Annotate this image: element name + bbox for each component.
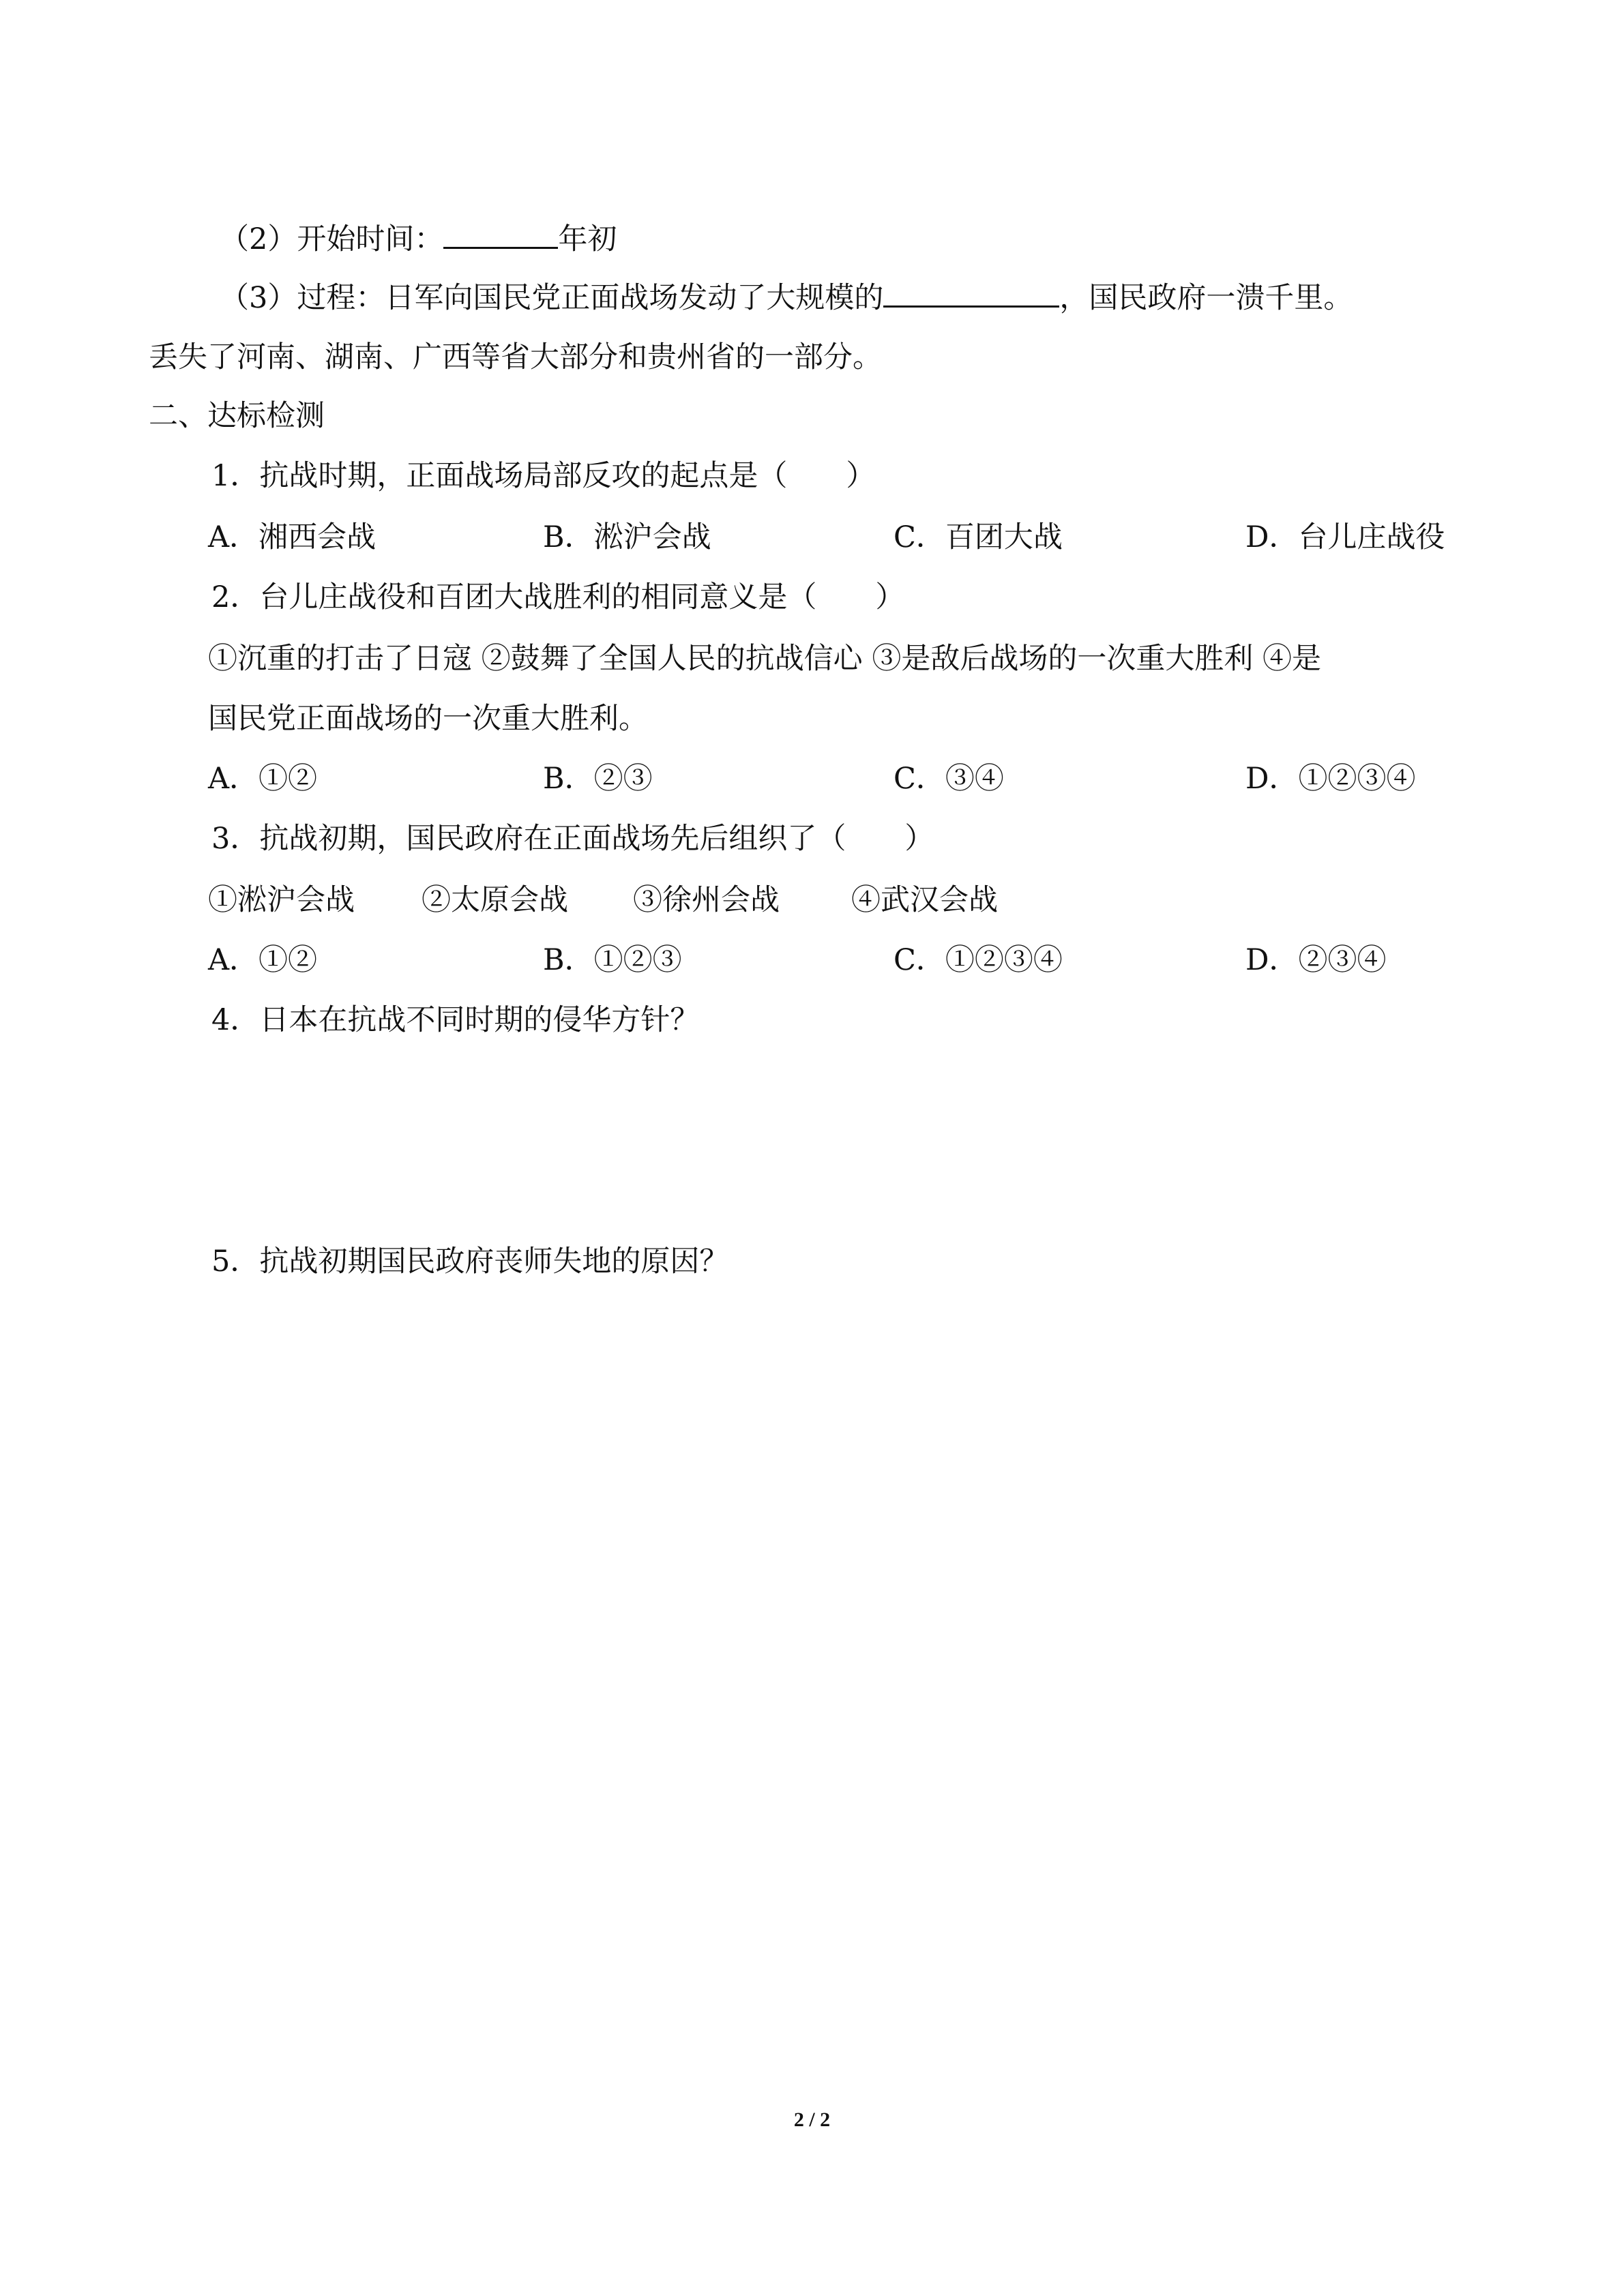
question-1-option-c[interactable]: C．百团大战 [894, 520, 1063, 554]
question-2-statements-line-2: 国民党正面战场的一次重大胜利。 [208, 702, 648, 736]
item-3-continuation: 丢失了河南、湖南、广西等省大部分和贵州省的一部分。 [149, 340, 882, 374]
question-1-option-b[interactable]: B．淞沪会战 [543, 520, 711, 554]
question-3-option-d[interactable]: D．②③④ [1245, 943, 1387, 977]
item-2-prefix: （2）开始时间： [220, 222, 444, 256]
question-3-statement-4: ④武汉会战 [851, 883, 998, 917]
question-5-stem: 5．抗战初期国民政府丧师失地的原因？ [211, 1244, 729, 1279]
question-2-option-d[interactable]: D．①②③④ [1245, 762, 1416, 796]
question-2-option-a[interactable]: A．①② [208, 762, 318, 796]
item-3-prefix: （3）过程：日军向国民党正面战场发动了大规模的 [220, 281, 884, 315]
question-1-option-a[interactable]: A．湘西会战 [208, 520, 377, 554]
question-3-option-b[interactable]: B．①②③ [543, 943, 682, 977]
section-heading: 二、达标检测 [149, 399, 325, 433]
question-3-option-c[interactable]: C．①②③④ [894, 943, 1063, 977]
question-1-stem: 1．抗战时期，正面战场局部反攻的起点是（ ） [211, 459, 876, 493]
item-2-start-time [220, 217, 617, 260]
item-3-suffix: ，国民政府一溃千里。 [1059, 281, 1353, 315]
question-1-option-d[interactable]: D．台儿庄战役 [1245, 520, 1445, 554]
question-3-option-a[interactable]: A．①② [208, 943, 318, 977]
item-2-answer-blank[interactable] [443, 217, 558, 249]
question-4-stem: 4．日本在抗战不同时期的侵华方针？ [211, 1003, 700, 1037]
item-2-suffix: 年初 [558, 222, 617, 256]
page-number: 2 / 2 [793, 2108, 831, 2131]
item-3-process [220, 275, 1353, 318]
question-2-option-b[interactable]: B．②③ [543, 762, 653, 796]
question-2-stem: 2．台儿庄战役和百团大战胜利的相同意义是（ ） [211, 580, 905, 614]
question-2-statements-line-1: ①沉重的打击了日寇 ②鼓舞了全国人民的抗战信心 ③是敌后战场的一次重大胜利 ④是 [208, 642, 1322, 676]
question-3-statement-3: ③徐州会战 [633, 883, 780, 917]
question-3-statement-2: ②太原会战 [422, 883, 568, 917]
item-3-answer-blank[interactable] [883, 275, 1059, 308]
question-3-statement-1: ①淞沪会战 [208, 883, 355, 917]
question-2-option-c[interactable]: C．③④ [894, 762, 1004, 796]
question-3-stem: 3．抗战初期，国民政府在正面战场先后组织了（ ） [211, 822, 934, 856]
